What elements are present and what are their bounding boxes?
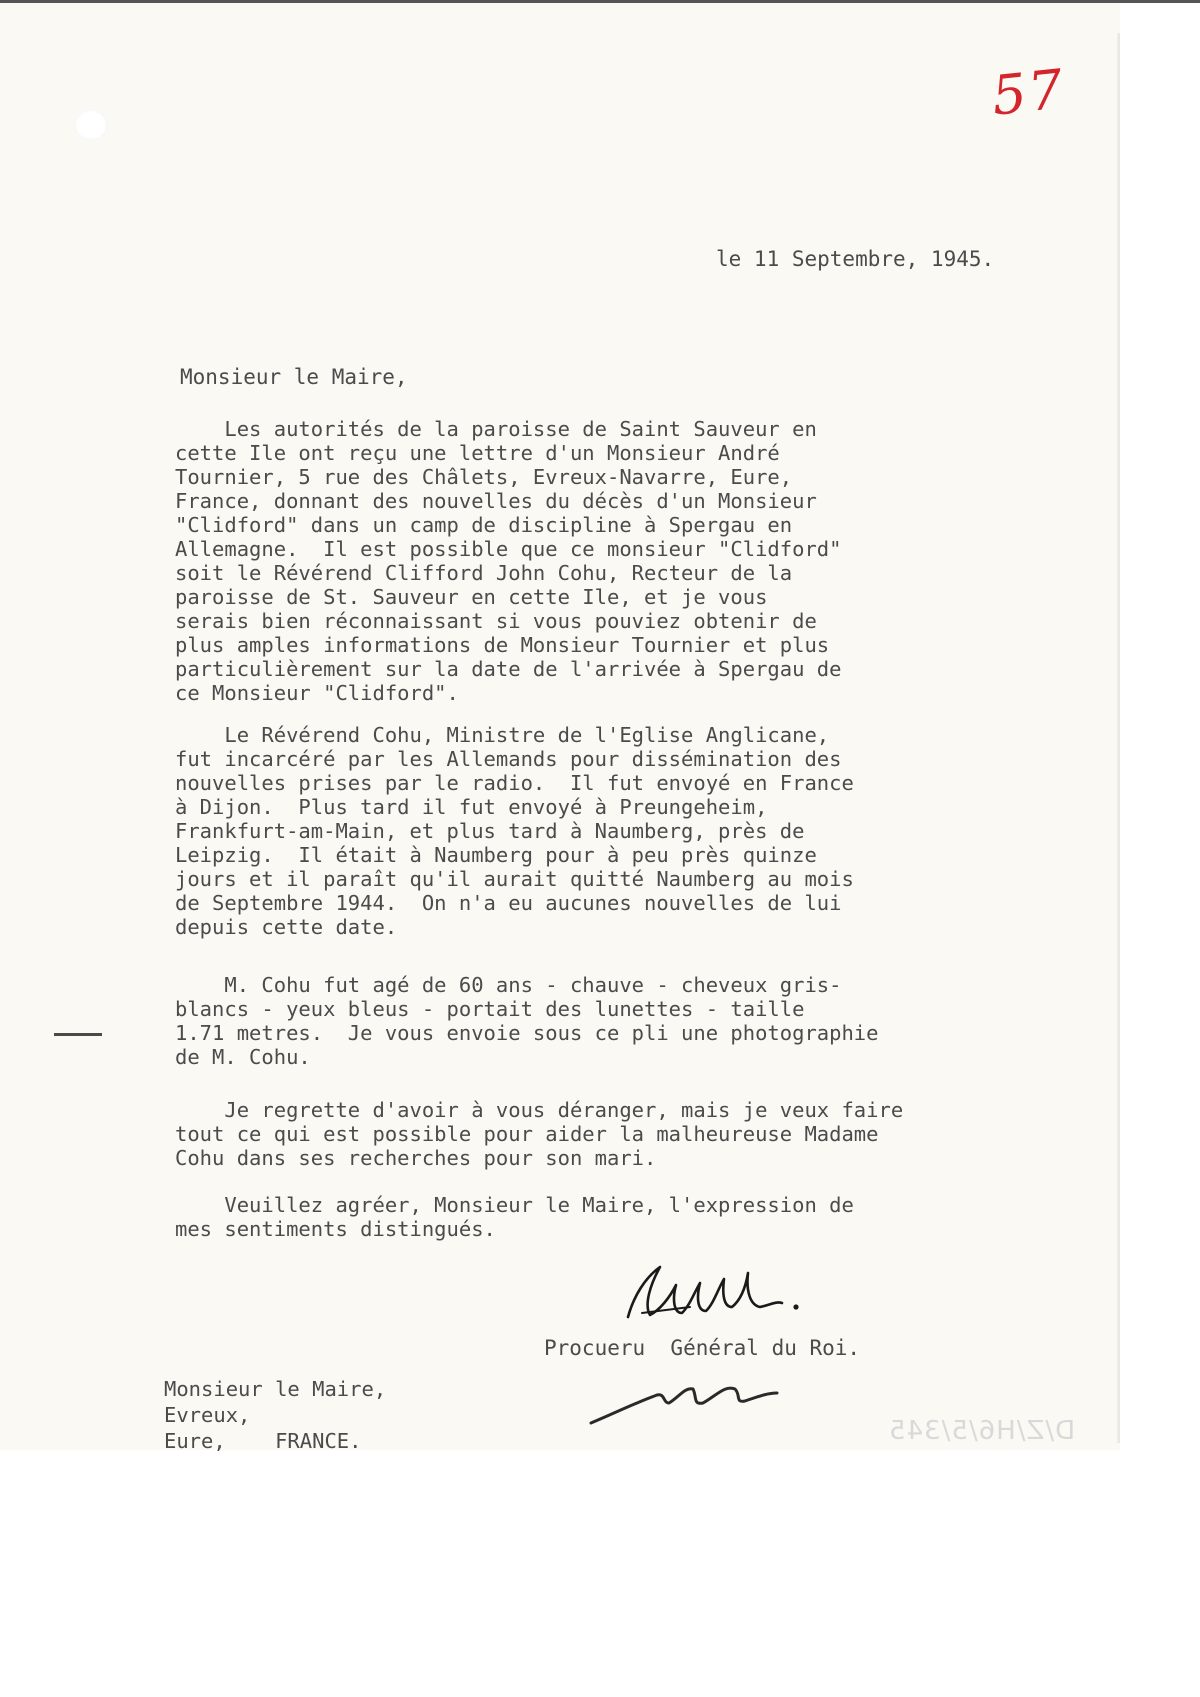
archive-reference-stamp: D/Z/H6/5/345	[888, 1416, 1076, 1446]
paragraph-1	[175, 417, 841, 705]
text-line: de Septembre 1944. On n'a eu aucunes nouvelles de lui	[175, 891, 842, 915]
recipient-address	[164, 1376, 386, 1454]
text-line: particulièrement sur la date de l'arrivée à Spergau de	[175, 657, 842, 681]
paragraph-2	[175, 723, 854, 939]
text-line: 1.71 metres. Je vous envoie sous ce pli une photographie	[175, 1021, 879, 1045]
text-line: tout ce qui est possible pour aider la malheureuse Madame	[175, 1122, 879, 1146]
text-line: Tournier, 5 rue des Châlets, Evreux-Navarre, Eure,	[175, 465, 793, 489]
address-line: Eure, FRANCE.	[164, 1429, 362, 1453]
text-line: à Dijon. Plus tard il fut envoyé à Preungeheim,	[175, 795, 768, 819]
punch-hole	[74, 109, 108, 141]
text-line: paroisse de St. Sauveur en cette Ile, et je vous	[175, 585, 768, 609]
text-line: Leipzig. Il était à Naumberg pour à peu près quinze	[175, 843, 817, 867]
handwritten-initials	[585, 1373, 785, 1433]
text-line: de M. Cohu.	[175, 1045, 311, 1069]
letter-page	[0, 3, 1120, 1453]
text-line: "Clidford" dans un camp de discipline à Spergau en	[175, 513, 793, 537]
text-line: plus amples informations de Monsieur Tournier et plus	[175, 633, 830, 657]
text-line: M. Cohu fut agé de 60 ans - chauve - cheveux gris-	[175, 973, 842, 997]
handwritten-signature	[620, 1255, 810, 1335]
text-line: blancs - yeux bleus - portait des lunettes - taille	[175, 997, 805, 1021]
paragraph-3	[175, 973, 879, 1069]
address-line: Evreux,	[164, 1403, 251, 1427]
salutation: Monsieur le Maire,	[180, 365, 408, 389]
text-line: Je regrette d'avoir à vous déranger, mais je veux faire	[175, 1098, 904, 1122]
text-line: jours et il paraît qu'il aurait quitté Naumberg au mois	[175, 867, 854, 891]
text-line: fut incarcéré par les Allemands pour dissémination des	[175, 747, 842, 771]
letter-date: le 11 Septembre, 1945.	[716, 247, 995, 271]
text-line: ce Monsieur "Clidford".	[175, 681, 459, 705]
text-line: depuis cette date.	[175, 915, 398, 939]
text-line: Allemagne. Il est possible que ce monsieur "Clidford"	[175, 537, 842, 561]
folio-number: 57	[988, 57, 1068, 128]
closing-paragraph	[175, 1193, 854, 1241]
margin-mark	[54, 1033, 102, 1036]
text-line: cette Ile ont reçu une lettre d'un Monsieur André	[175, 441, 780, 465]
text-line: mes sentiments distingués.	[175, 1217, 496, 1241]
text-line: France, donnant des nouvelles du décès d'un Monsieur	[175, 489, 817, 513]
text-line: serais bien réconnaissant si vous pouviez obtenir de	[175, 609, 817, 633]
address-line: Monsieur le Maire,	[164, 1377, 387, 1401]
text-line: Cohu dans ses recherches pour son mari.	[175, 1146, 657, 1170]
text-line: nouvelles prises par le radio. Il fut envoyé en France	[175, 771, 854, 795]
paragraph-4	[175, 1098, 903, 1170]
text-line: Les autorités de la paroisse de Saint Sauveur en	[175, 417, 817, 441]
signatory-title: Procueru Général du Roi.	[544, 1336, 861, 1360]
text-line: soit le Révérend Clifford John Cohu, Recteur de la	[175, 561, 793, 585]
text-line: Le Révérend Cohu, Ministre de l'Eglise Anglicane,	[175, 723, 830, 747]
text-line: Frankfurt-am-Main, et plus tard à Naumberg, près de	[175, 819, 805, 843]
text-line: Veuillez agréer, Monsieur le Maire, l'expression de	[175, 1193, 854, 1217]
